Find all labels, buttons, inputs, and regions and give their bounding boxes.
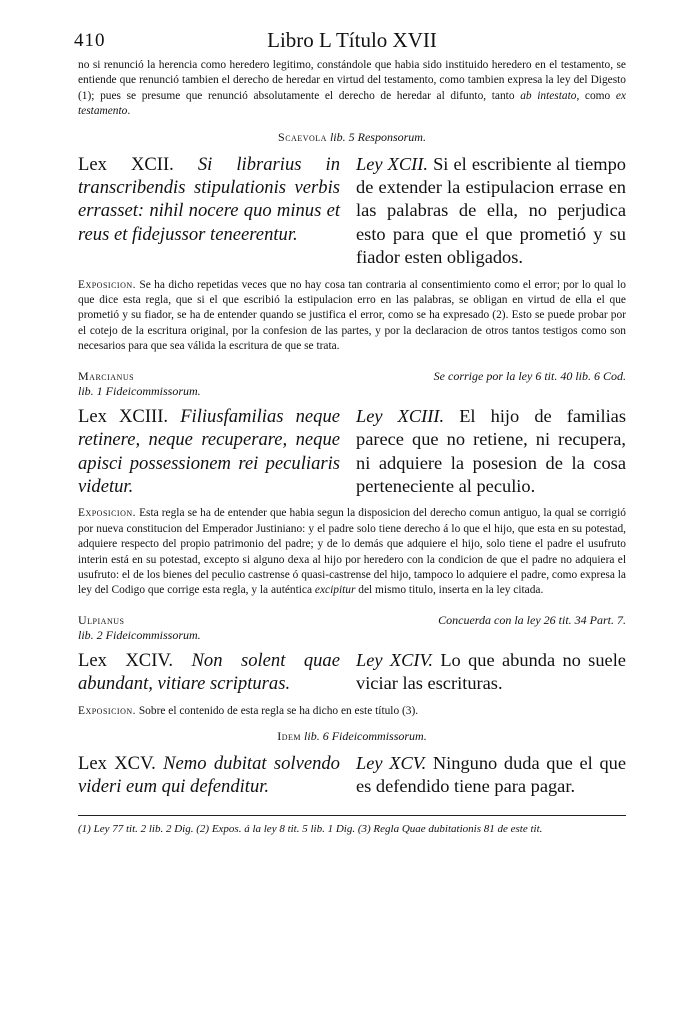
source-row-ulpianus: Ulpianus lib. 2 Fideicommissorum. Concuerda con la ley 26 tit. 34 Part. 7. — [78, 612, 626, 642]
latin-text: Lex XCV. Nemo dubitat solvendo videri eum qui defenditur. — [78, 752, 340, 798]
source-heading-scaevola: Scaevola lib. 5 Responsorum. — [278, 129, 426, 144]
page-header — [74, 24, 626, 58]
exposicion-paragraph: Exposicion. Esta regla se ha de entender que habia segun la disposicion del derecho comun antiguo, la qual se corrigió por nueva constitucion del Emperador Justiniano: y el padre solo tiene derecho á lo que el hijo, que esta en su potestad, adquiere respecto del propio patrimonio del padre; y de lo demás que adquiere el hijo, solo tiene el padre el usufruto interin está en su potestad, excepto si alguno dexa al hijo por heredero con la condicion de que el padre no adquiera el usufruto: el de los bienes del peculio castrense ó quasi-castrense del hijo, tampoco lo adquiere el padre, como expresa la ley del Codigo que corrige esta regla, y la auténtica excipitur del mismo titulo, inserta en la ley citada. — [78, 507, 626, 597]
lex-xciii — [78, 405, 626, 499]
correction-note: Se corrige por la ley 6 tit. 40 lib. 6 Cod. — [433, 368, 626, 383]
latin-text: Lex XCIII. Filiusfamilias neque retinere, neque recuperare, neque apisci possessionem rei peculiaris videtur. — [78, 405, 340, 497]
exposicion-paragraph: Exposicion. Se ha dicho repetidas veces que no hay cosa tan contraria al consentimiento como el error; por lo qual lo que dice esta regla, que si el que escribió la estipulacion erro en las palabras, se obligan en virtud de ella el que prometió y su fiador, se ha de entender quando se justifica el error, como se ha expresado (2). Esto se puede probar por el cotejo de la escritura original, por la confesion de las partes, y por la declaracion de otros tantos testigos como son necesarios para que sea válida la escritura de que se trata. — [78, 278, 626, 353]
concordance-note: Concuerda con la ley 26 tit. 34 Part. 7. — [438, 612, 626, 627]
source-heading-idem: Idem lib. 6 Fideicommissorum. — [277, 728, 427, 743]
source-row-marcianus: Marcianus lib. 1 Fideicommissorum. Se corrige por la ley 6 tit. 40 lib. 6 Cod. — [78, 368, 626, 398]
page-number: 410 — [74, 30, 106, 51]
spanish-text: Ley XCIV. Lo que abunda no suele viciar las escrituras. — [356, 649, 626, 694]
exposicion-paragraph: Exposicion. Sobre el contenido de esta regla se ha dicho en este título (3). — [78, 704, 419, 717]
footnotes: (1) Ley 77 tit. 2 lib. 2 Dig. (2) Expos. á la ley 8 tit. 5 lib. 1 Dig. (3) Regla Quae dubitationis 81 de este tit. — [78, 822, 543, 835]
spanish-text: Ley XCIII. El hijo de familias parece que no retiene, ni recupera, ni adquiere la posesion de la cosa perteneciente al peculio. — [356, 405, 626, 496]
spanish-text: Ley XCII. Si el escribiente al tiempo de extender la estipulacion errase en las palabras de ella, no perjudica esto para que el que prometió y su fiador esten obligados. — [356, 153, 626, 268]
document-page — [74, 24, 626, 837]
lex-xcii — [78, 153, 626, 270]
running-title: Libro L Título XVII — [267, 28, 437, 52]
intro-paragraph: no si renunció la herencia como heredero legitimo, constándole que habia sido instituido heredero en el testamento, se entiende que renunció tambien el derecho de heredar en virtud del testamento, como tambien expresa la ley del Digesto (1); pues se presume que renunció absolutamente el derecho de heredar al difunto, tanto ab intestato, como ex testamento. — [78, 59, 626, 118]
latin-text: Lex XCIV. Non solent quae abundant, vitiare scripturas. — [78, 649, 340, 695]
lex-xcv — [78, 752, 626, 799]
latin-text: Lex XCII. Si librarius in transcribendis stipulationis verbis errasset: nihil nocere quo minus et reus et fidejussor teneerentur. — [78, 153, 340, 245]
footnote-divider — [78, 815, 626, 816]
spanish-text: Ley XCV. Ninguno duda que el que es defendido tiene para pagar. — [356, 752, 626, 797]
lex-xciv — [78, 649, 626, 696]
